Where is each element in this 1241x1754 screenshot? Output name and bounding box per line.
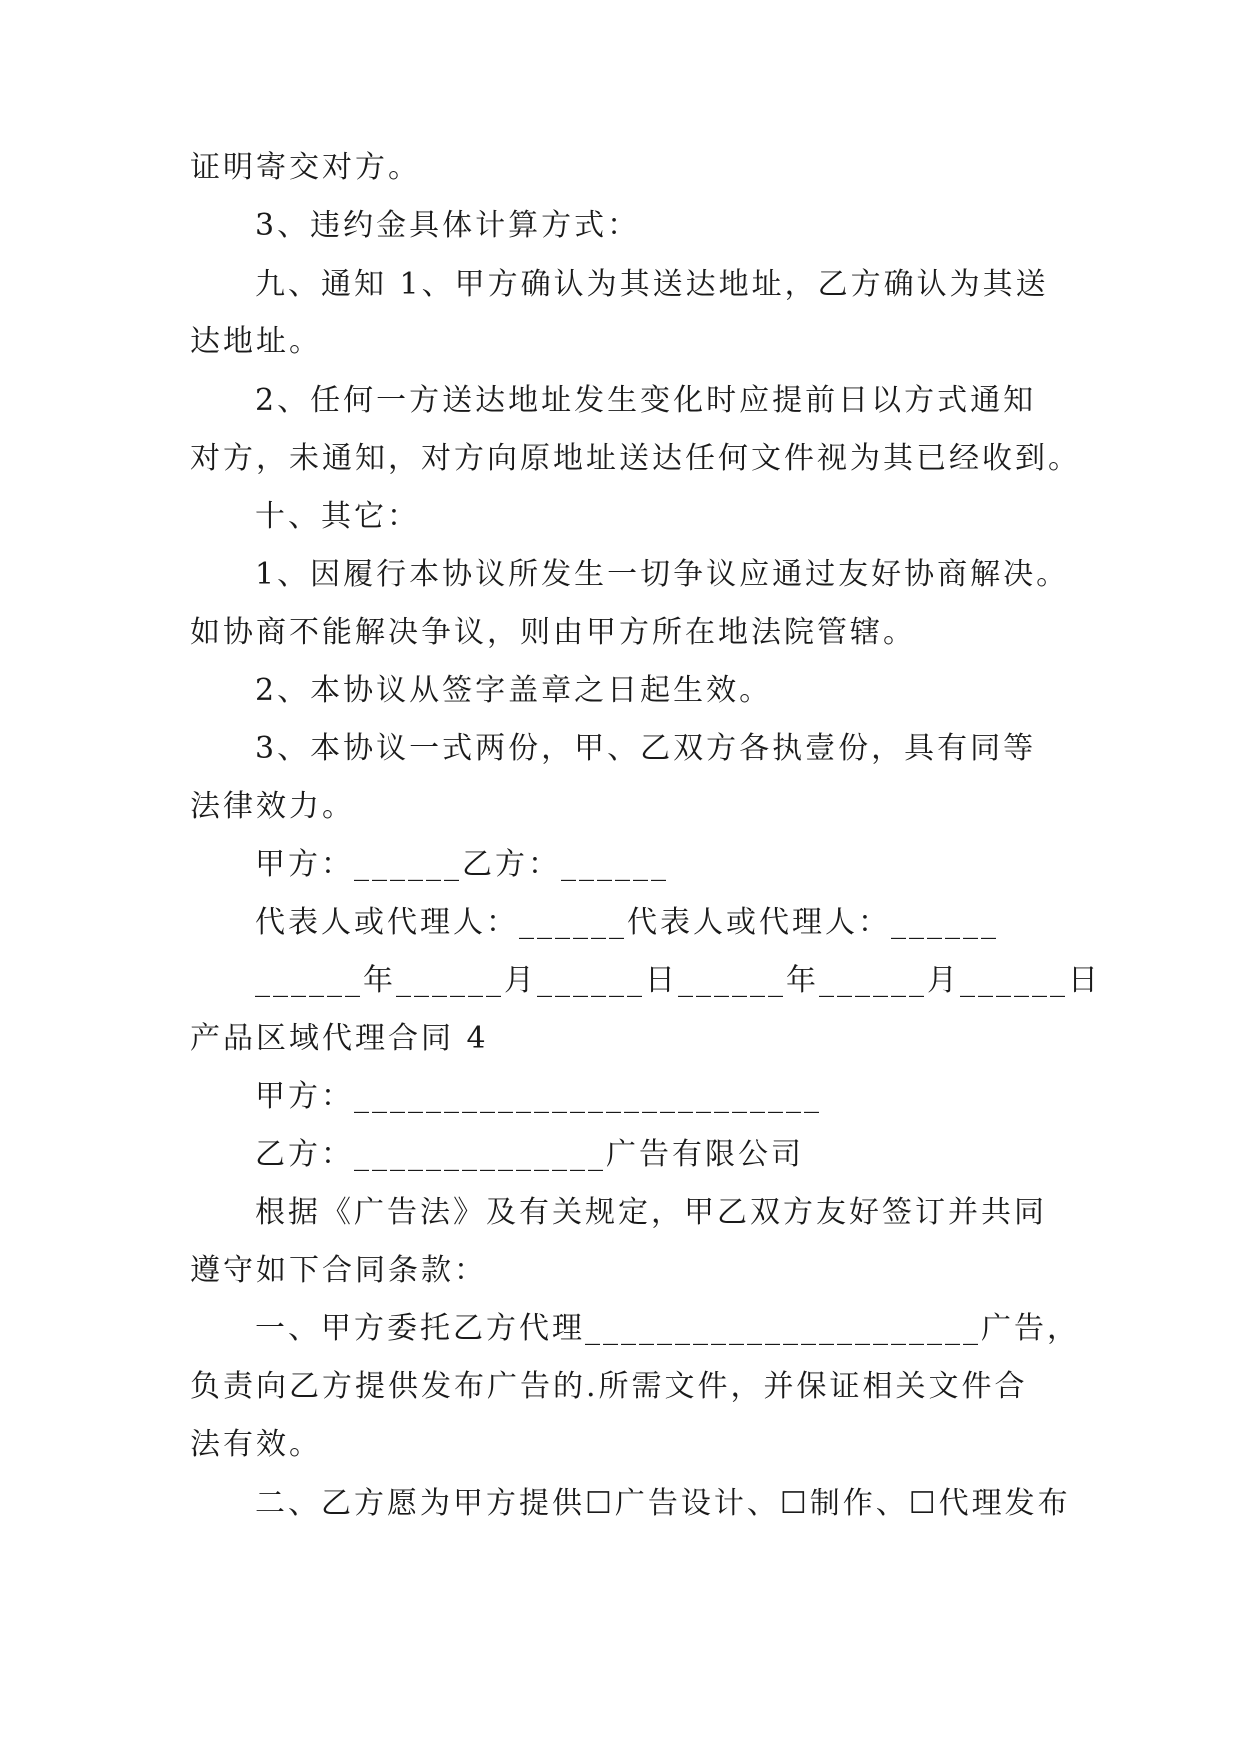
paragraph-line: 1、因履行本协议所发生一切争议应通过友好协商解决。 (255, 557, 1070, 592)
paragraph-line: 2、任何一方送达地址发生变化时应提前日以方式通知 (255, 383, 1037, 418)
paragraph-line: 3、违约金具体计算方式： (255, 208, 641, 243)
section-heading: 十、其它： (255, 499, 420, 534)
paragraph-line: 一、甲方委托乙方代理______________________广告， (255, 1311, 1080, 1346)
paragraph-line: 达地址。 (190, 324, 322, 359)
party-line: 甲方：__________________________ (255, 1079, 822, 1114)
paragraph-line: 2、本协议从签字盖章之日起生效。 (255, 673, 773, 708)
paragraph-line: 法有效。 (190, 1427, 322, 1462)
paragraph-line: 法律效力。 (190, 789, 355, 824)
paragraph-line: 根据《广告法》及有关规定，甲乙双方友好签订并共同 (255, 1195, 1047, 1230)
party-line: 乙方：______________广告有限公司 (255, 1137, 804, 1172)
paragraph-line: 九、通知 1、甲方确认为其送达地址，乙方确认为其送 (255, 267, 1049, 302)
date-line: ______年______月______日______年______月______日 (255, 963, 1101, 998)
contract-title: 产品区域代理合同 4 (190, 1021, 489, 1056)
signature-line: 代表人或代理人：______代表人或代理人：______ (255, 905, 999, 940)
paragraph-line: 如协商不能解决争议，则由甲方所在地法院管辖。 (190, 615, 916, 650)
paragraph-line: 3、本协议一式两份，甲、乙双方各执壹份，具有同等 (255, 731, 1037, 766)
signature-line: 甲方：______乙方：______ (255, 847, 669, 882)
paragraph-line: 证明寄交对方。 (190, 150, 421, 185)
paragraph-line: 遵守如下合同条款： (190, 1253, 487, 1288)
paragraph-line: 二、乙方愿为甲方提供☐广告设计、☐制作、☐代理发布 (255, 1486, 1071, 1521)
paragraph-line: 对方，未通知，对方向原地址送达任何文件视为其已经收到。 (190, 441, 1081, 476)
paragraph-line: 负责向乙方提供发布广告的.所需文件，并保证相关文件合 (190, 1369, 1028, 1404)
